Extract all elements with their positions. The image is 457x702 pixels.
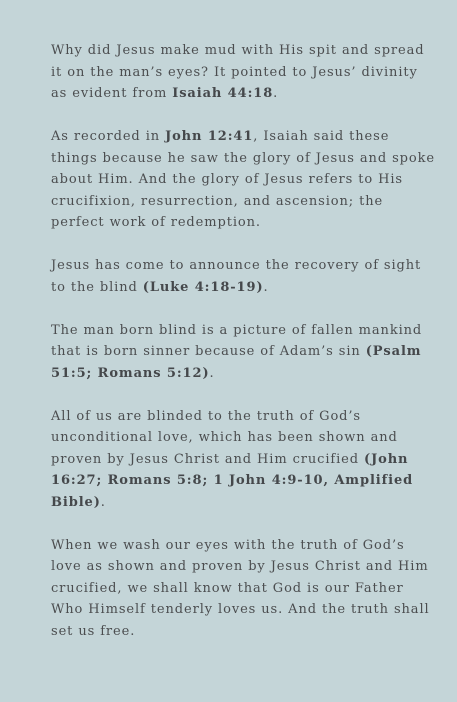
paragraph-text: Jesus has come to announce the recovery of sight to the blind xyxy=(51,258,422,295)
paragraph-unconditional-love xyxy=(51,406,437,514)
paragraph-text: . xyxy=(273,86,279,101)
paragraph-text: When we wash our eyes with the truth of God’s love as shown and proven by Jesus Christ and Him crucified, we shall know that God is our Father Who Himself tenderly loves us. And the truth shall set us free. xyxy=(51,537,430,639)
paragraph-text: , Isaiah said these things because he saw the glory of Jesus and spoke about Him. And the glory of Jesus refers to His crucifixion, resurrection, and ascension; the perfect work of redemption. xyxy=(51,129,435,230)
paragraph-isaiah xyxy=(51,40,437,105)
paragraph-text: All of us are blinded to the truth of God’s unconditional love, which has been shown and proven by Jesus Christ and Him crucified xyxy=(51,408,398,467)
paragraph-john xyxy=(51,126,437,234)
paragraph-text: As recorded in xyxy=(51,129,166,144)
scripture-reference: (John 16:27; Romans 5:8; 1 John 4:9-10, Amplified Bible) xyxy=(51,451,414,510)
paragraph-truth-sets-free xyxy=(51,535,437,643)
scripture-reference: John 12:41 xyxy=(165,129,254,144)
paragraph-luke xyxy=(51,255,437,298)
scripture-reference: (Luke 4:18-19) xyxy=(142,279,264,295)
paragraph-text: . xyxy=(100,494,106,510)
scripture-reference: (Psalm 51:5; Romans 5:12) xyxy=(51,344,422,381)
paragraph-man-born-blind xyxy=(51,320,437,385)
paragraph-text: . xyxy=(209,365,215,381)
paragraph-text: The man born blind is a picture of fallen mankind that is born sinner because of Adam’s sin xyxy=(51,322,423,359)
paragraph-text: Why did Jesus make mud with His spit and spread it on the man’s eyes? It pointed to Jesus’ divinity as evident from xyxy=(51,43,425,101)
paragraph-text: . xyxy=(263,279,269,295)
scripture-reference: Isaiah 44:18 xyxy=(172,86,274,101)
